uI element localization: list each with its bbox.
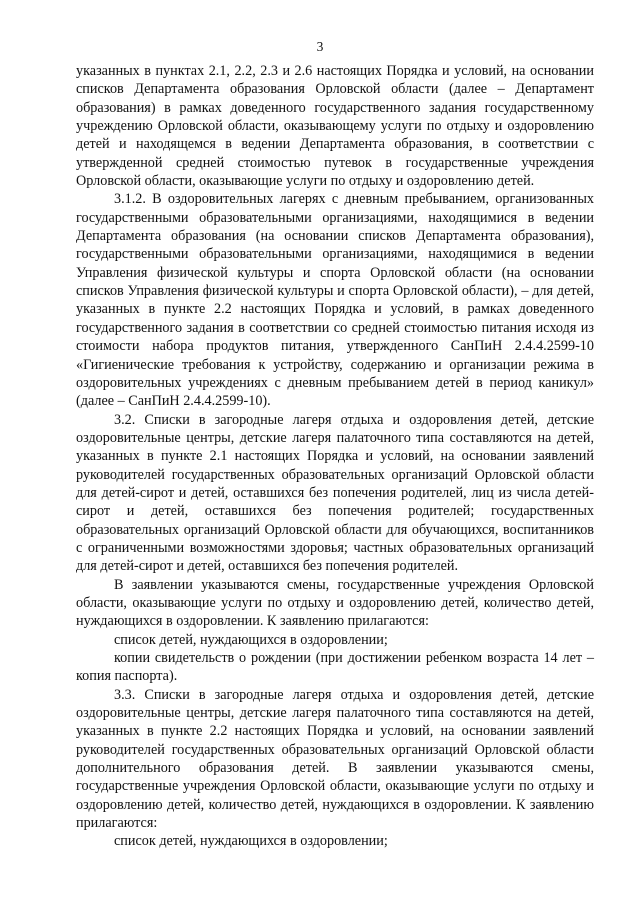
- page-number: 3: [316, 39, 324, 54]
- paragraph-3-3: 3.3. Списки в загородные лагеря отдыха и оздоровления детей, детские оздоровительные центры, детские лагеря палаточного типа составляются на детей, указанных в пункте 2.2 настоящих Порядка и условий, на основании заявлений руководителей государственных образовательных организаций Орловской области дополнительного образования детей. В заявлении указываются смены, государственные учреждения Орловской области, оказывающие услуги по отдыху и оздоровлению детей, количество детей, нуждающихся в оздоровлении. К заявлению прилагаются:: [76, 686, 594, 832]
- document-body: [76, 62, 594, 851]
- paragraph-3-1-2: 3.1.2. В оздоровительных лагерях с дневным пребыванием, организованных государственными образовательными организациями, находящимися в ведении Департамента образования (на основании списков Департамента образования), государственными образовательными организациями, находящимися в ведении Управления физической культуры и спорта Орловской области (на основании списков Управления физической культуры и спорта Орловской области), – для детей, указанных в пункте 2.2 настоящих Порядка и условий, в рамках доведенного государственного задания в соответствии со средней стоимостью питания исходя из стоимости набора продуктов питания, утвержденного СанПиН 2.4.4.2599-10 «Гигиенические требования к устройству, содержанию и организации режима в оздоровительных учреждениях с дневным пребыванием детей в период каникул» (далее – СанПиН 2.4.4.2599-10).: [76, 191, 594, 410]
- paragraph-application-contents: В заявлении указываются смены, государственные учреждения Орловской области, оказывающие услуги по отдыху и оздоровлению детей, количество детей, нуждающихся в оздоровлении. К заявлению прилагаются:: [76, 576, 594, 630]
- paragraph-3-2: 3.2. Списки в загородные лагеря отдыха и оздоровления детей, детские оздоровительные центры, детские лагеря палаточного типа составляются на детей, указанных в пункте 2.1 настоящих Порядка и условий, на основании заявлений руководителей государственных образовательных организаций Орловской области для детей-сирот и детей, оставшихся без попечения родителей, лиц из числа детей-сирот и детей, оставшихся без попечения родителей; государственных образовательных организаций Орловской области для обучающихся, воспитанников с ограниченными возможностями здоровья; частных образовательных организаций для детей-сирот и детей, оставшихся без попечения родителей.: [76, 411, 594, 575]
- paragraph-children-list-1: список детей, нуждающихся в оздоровлении;: [114, 631, 388, 648]
- paragraph-children-list-2: список детей, нуждающихся в оздоровлении;: [114, 833, 388, 850]
- paragraph-continuation: указанных в пунктах 2.1, 2.2, 2.3 и 2.6 настоящих Порядка и условий, на основании списков Департамента образования Орловской области (далее – Департамент образования) в рамках доведенного государственного задания государственному учреждению Орловской области, оказывающему услуги по отдыху и оздоровлению детей и находящемся в ведении Департамента образования, в соответствии с утвержденной средней стоимостью путевок в государственные учреждения Орловской области, оказывающие услуги по отдыху и оздоровлению детей.: [76, 63, 594, 190]
- paragraph-birth-certificates: копии свидетельств о рождении (при достижении ребенком возраста 14 лет – копия паспорта).: [76, 650, 594, 685]
